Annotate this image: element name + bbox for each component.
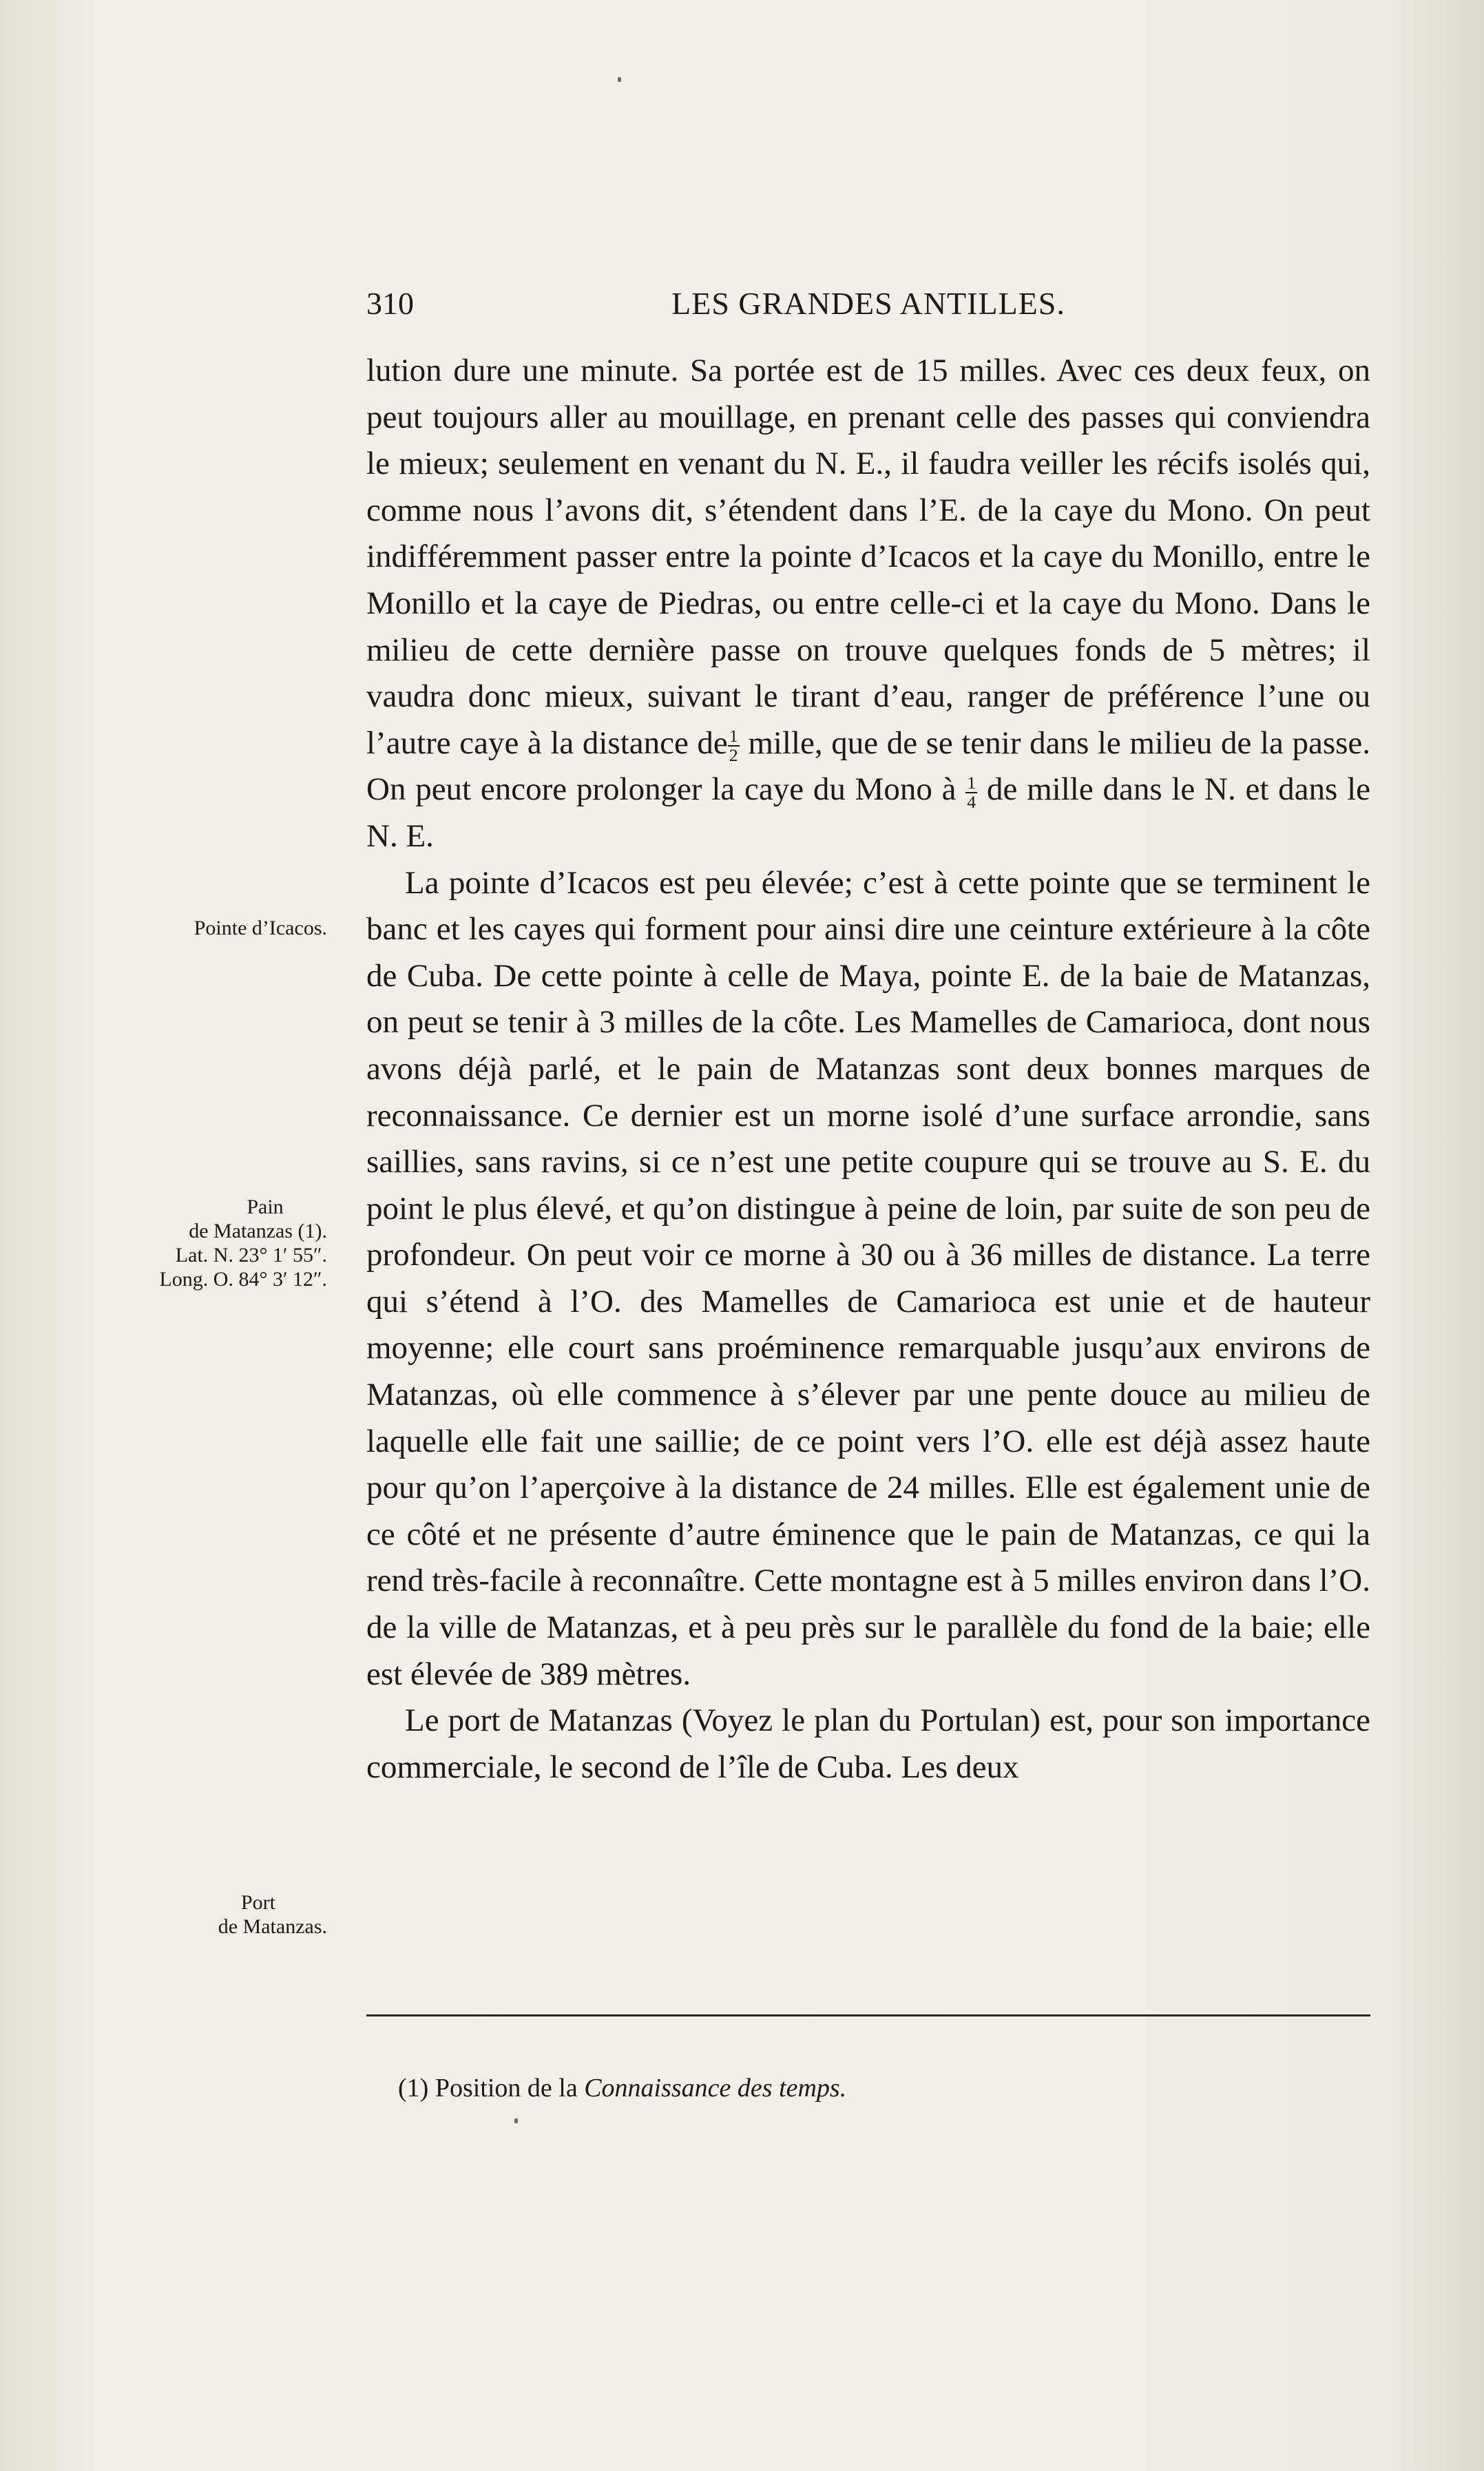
fraction-half bbox=[728, 727, 740, 764]
paragraph-1-text-c: de mille dans le N. et dans le N. E. bbox=[366, 771, 1370, 854]
margin-note-pain-long: Long. O. 84° 3′ 12″. bbox=[159, 1268, 327, 1291]
paragraph-2: La pointe d’Icacos est peu élevée; c’est à cette pointe que se terminent le banc et les cayes qui forment pour ainsi dire une ceinture extérieure à la côte de Cuba. De cette pointe à celle de Maya, pointe E. de la baie de Matanzas, on peut se tenir à 3 milles de la côte. Les Mamelles de Camarioca, dont nous avons déjà parlé, et le pain de Matanzas sont deux bonnes marques de reconnaissance. Ce dernier est un morne isolé d’une surface arrondie, sans saillies, sans ravins, si ce n’est une petite coupure qui se trouve au S. E. du point le plus élevé, et qu’on distingue à peine de loin, par suite de son peu de profondeur. On peut voir ce morne à 30 ou à 36 milles de distance. La terre qui s’étend à l’O. des Mamelles de Camarioca est unie et de hauteur moyenne; elle court sans proéminence remarquable jusqu’aux environs de Matanzas, où elle commence à s’élever par une pente douce au milieu de laquelle elle fait une saillie; de ce point vers l’O. elle est déjà assez haute pour qu’on l’aperçoive à la distance de 24 milles. Elle est également unie de ce côté et ne présente d’autre éminence que le pain de Matanzas, ce qui la rend très-facile à reconnaître. Cette montagne est à 5 milles environ dans l’O. de la ville de Matanzas, et à peu près sur le parallèle du fond de la baie; elle est élevée de 389 mètres. bbox=[366, 864, 1370, 1692]
fraction-denominator: 2 bbox=[729, 744, 738, 765]
margin-note-port-label: Port bbox=[240, 1891, 275, 1914]
margin-note-pain-lat: Lat. N. 23° 1′ 55″. bbox=[175, 1244, 327, 1266]
main-text bbox=[366, 348, 1370, 1791]
margin-note-pain-label: Pain bbox=[247, 1196, 284, 1218]
margin-note-pointe-icacos: Pointe d’Icacos. bbox=[194, 917, 327, 939]
margin-note-pain-place: de Matanzas (1). bbox=[189, 1220, 327, 1242]
paragraph-1 bbox=[366, 348, 1370, 860]
fraction-numerator: 1 bbox=[729, 726, 738, 747]
ink-speck bbox=[618, 77, 621, 82]
page-number: 310 bbox=[366, 286, 414, 321]
paragraph-3: Le port de Matanzas (Voyez le plan du Portulan) est, pour son importance commerciale, le second de l’île de Cuba. Les deux bbox=[366, 1702, 1370, 1785]
footnote-italic: Connaissance des temps. bbox=[584, 2074, 847, 2103]
margin-note-port-place: de Matanzas. bbox=[218, 1915, 327, 1938]
footnote-text: Position de la bbox=[435, 2074, 578, 2103]
fraction-denominator: 4 bbox=[967, 791, 976, 812]
paragraph-1-text-b: mille, que de se tenir dans le milieu de la passe. On peut encore prolonger la caye du Mono à bbox=[366, 724, 1371, 808]
running-title: LES GRANDES ANTILLES. bbox=[671, 286, 1065, 321]
page-header bbox=[366, 282, 1370, 331]
fraction-quarter bbox=[965, 774, 977, 811]
margin-note-port-title bbox=[117, 1891, 327, 1915]
footnote bbox=[398, 2073, 846, 2103]
footnote-rule bbox=[366, 2014, 1370, 2016]
fraction-numerator: 1 bbox=[967, 772, 976, 793]
ink-speck bbox=[514, 2118, 518, 2123]
margin-note-pain-title bbox=[117, 1196, 327, 1219]
footnote-marker: (1) bbox=[398, 2074, 429, 2103]
bleed-through-heading bbox=[372, 234, 380, 267]
paragraph-1-text: lution dure une minute. Sa portée est de 15 milles. Avec ces deux feux, on peut toujours aller au mouillage, en prenant celle des passes qui conviendra le mieux; seulement en venant du N. E., il faudra veiller les récifs isolés qui, comme nous l’avons dit, s’étendent dans l’E. de la caye du Mono. On peut indifféremment passer entre la pointe d’Icacos et la caye du Monillo, entre le Monillo et la caye de Piedras, ou entre celle-ci et la caye du Mono. Dans le milieu de cette dernière passe on trouve quelques fonds de 5 mètres; il vaudra donc mieux, suivant le tirant d’eau, ranger de préférence l’une ou l’autre caye à la distance de bbox=[366, 353, 1370, 761]
